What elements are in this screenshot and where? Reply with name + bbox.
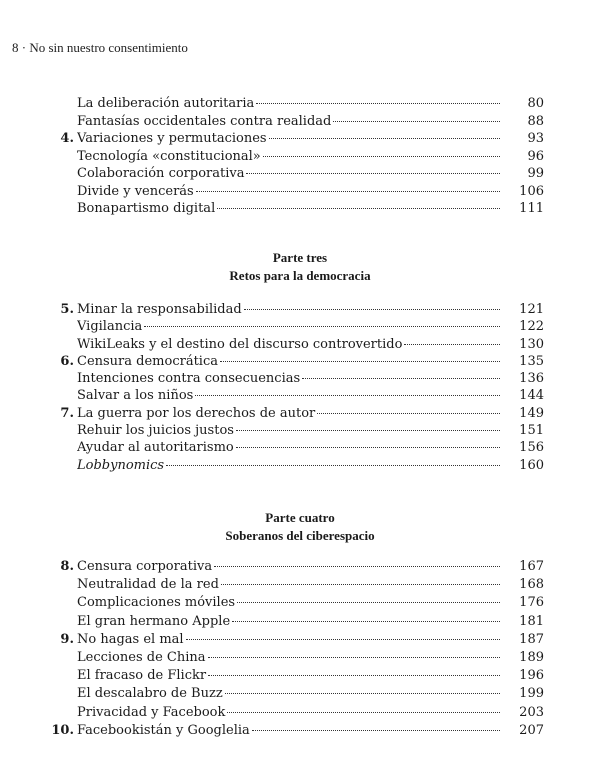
toc-section-continued — [0, 95, 600, 218]
page-number: 80 — [527, 96, 544, 111]
dot-leader — [221, 584, 500, 585]
page-number: 88 — [527, 113, 544, 129]
page-number: 111 — [519, 201, 544, 216]
page-number: 121 — [519, 302, 544, 317]
page-number: 176 — [519, 595, 544, 611]
dot-leader — [252, 730, 500, 731]
dot-leader — [244, 309, 500, 310]
entry-title-line — [77, 422, 500, 440]
entry-title: Lobbynomics — [77, 457, 165, 473]
dot-leader — [217, 208, 500, 209]
entry-title-line — [77, 301, 500, 319]
dot-leader — [214, 566, 500, 567]
toc-entry — [0, 318, 600, 335]
entry-title-line — [77, 558, 500, 576]
entry-title-line — [77, 370, 500, 388]
toc-entry — [0, 353, 600, 370]
dot-leader — [208, 675, 500, 676]
entry-title: Complicaciones móviles — [77, 595, 236, 611]
page-number: 144 — [519, 388, 544, 404]
entry-title-line — [77, 353, 500, 371]
dot-leader — [225, 693, 500, 694]
entry-title-line — [77, 113, 500, 131]
toc-entry — [0, 387, 600, 404]
entry-title: Minar la responsabilidad — [77, 302, 242, 317]
entry-title: Salvar a los niños — [77, 388, 194, 404]
page-number: 136 — [519, 371, 544, 387]
entry-title: No hagas el mal — [77, 631, 184, 647]
entry-title-line — [77, 318, 500, 336]
dot-leader — [236, 447, 500, 448]
toc-section-part-three — [0, 301, 600, 474]
entry-title-line — [77, 183, 500, 201]
page-number: 167 — [519, 559, 544, 574]
entry-title: El gran hermano Apple — [77, 613, 231, 629]
toc-entry — [0, 685, 600, 703]
page-number: 187 — [519, 631, 544, 647]
dot-leader — [302, 378, 500, 379]
dot-leader — [196, 191, 500, 192]
dot-leader — [269, 138, 500, 139]
toc-entry — [0, 370, 600, 387]
entry-title-line — [77, 667, 500, 685]
entry-title: Privacidad y Facebook — [77, 704, 226, 720]
toc-entry — [0, 457, 600, 474]
entry-title: Censura democrática — [77, 353, 218, 369]
page-number: 203 — [519, 704, 544, 720]
toc-entry — [0, 631, 600, 649]
entry-title: Tecnología «constitucional» — [77, 148, 261, 164]
entry-title-line — [77, 130, 500, 148]
page-number: 135 — [519, 353, 544, 369]
entry-title-line — [77, 336, 500, 354]
dot-leader — [227, 712, 500, 713]
toc-entry — [0, 613, 600, 631]
dot-leader — [317, 413, 500, 414]
entry-title-line — [77, 576, 500, 594]
toc-entry — [0, 183, 600, 201]
page-number: 207 — [519, 722, 544, 738]
entry-title-line — [77, 685, 500, 703]
entry-title: Facebookistán y Googlelia — [77, 722, 250, 738]
chapter-number: 9. — [60, 631, 74, 647]
dot-leader — [208, 657, 501, 658]
entry-title-line — [77, 165, 500, 183]
toc-entry — [0, 439, 600, 456]
page-number: 130 — [519, 336, 544, 352]
entry-title: Neutralidad de la red — [77, 577, 219, 593]
dot-leader — [186, 639, 500, 640]
page-number: 93 — [527, 131, 544, 146]
entry-title: Fantasías occidentales contra realidad — [77, 113, 332, 129]
entry-title: Ayudar al autoritarismo — [77, 440, 234, 456]
entry-title-line — [77, 722, 500, 740]
part-title: Retos para la democracia — [229, 268, 371, 283]
entry-title: Colaboración corporativa — [77, 166, 245, 181]
dot-leader — [144, 326, 500, 327]
toc-entry — [0, 704, 600, 722]
toc-entry — [0, 576, 600, 594]
part-label: Parte tres — [272, 250, 328, 265]
toc-entry — [0, 165, 600, 183]
dot-leader — [256, 103, 500, 104]
page-number: 151 — [519, 423, 544, 439]
chapter-number: 4. — [60, 131, 74, 146]
toc-entry — [0, 422, 600, 439]
page-number: 156 — [519, 440, 544, 456]
toc-entry — [0, 130, 600, 148]
entry-title: WikiLeaks y el destino del discurso controvertido — [77, 336, 403, 352]
dot-leader — [195, 395, 500, 396]
page-number: 99 — [527, 166, 544, 181]
toc-entry — [0, 301, 600, 318]
entry-title: Intenciones contra consecuencias — [77, 371, 301, 387]
page-number: 181 — [519, 613, 544, 629]
page-number: 196 — [519, 668, 544, 684]
chapter-number: 7. — [60, 405, 74, 421]
toc-section-part-four — [0, 558, 600, 740]
entry-title-line — [77, 387, 500, 405]
entry-title-line — [77, 95, 500, 113]
page-number: 160 — [519, 457, 544, 473]
toc-entry — [0, 336, 600, 353]
part-label: Parte cuatro — [265, 510, 335, 525]
page-number: 106 — [519, 183, 544, 199]
dot-leader — [236, 430, 500, 431]
entry-title: Bonapartismo digital — [77, 201, 216, 216]
toc-entry — [0, 594, 600, 612]
running-head: 8 · No sin nuestro consentimiento — [12, 40, 188, 55]
chapter-number: 10. — [51, 722, 74, 738]
toc-entry — [0, 667, 600, 685]
entry-title-line — [77, 613, 500, 631]
toc-entry — [0, 148, 600, 166]
entry-title: El fracaso de Flickr — [77, 668, 207, 684]
dot-leader — [166, 465, 500, 466]
entry-title: Vigilancia — [77, 319, 143, 335]
entry-title: Variaciones y permutaciones — [77, 131, 267, 146]
entry-title-line — [77, 704, 500, 722]
dot-leader — [232, 621, 500, 622]
entry-title: Lecciones de China — [77, 649, 206, 665]
entry-title: Rehuir los juicios justos — [77, 423, 234, 439]
entry-title-line — [77, 405, 500, 423]
entry-title-line — [77, 649, 500, 667]
dot-leader — [263, 156, 500, 157]
entry-title: La guerra por los derechos de autor — [77, 405, 316, 421]
page-number: 189 — [519, 649, 544, 665]
part-title: Soberanos del ciberespacio — [225, 528, 375, 543]
chapter-number: 6. — [60, 353, 74, 369]
dot-leader — [404, 344, 500, 345]
entry-title-line — [77, 631, 500, 649]
page-number: 96 — [527, 148, 544, 164]
dot-leader — [237, 602, 500, 603]
entry-title: El descalabro de Buzz — [77, 686, 223, 702]
page-number: 199 — [519, 686, 544, 702]
toc-entry — [0, 200, 600, 218]
entry-title-line — [77, 148, 500, 166]
page-number: 149 — [519, 405, 544, 421]
dot-leader — [220, 361, 500, 362]
entry-title-line — [77, 200, 500, 218]
page-number: 168 — [519, 577, 544, 593]
toc-entry — [0, 95, 600, 113]
entry-title: La deliberación autoritaria — [77, 96, 255, 111]
toc-entry — [0, 405, 600, 422]
toc-entry — [0, 649, 600, 667]
chapter-number: 8. — [60, 559, 74, 574]
toc-entry — [0, 113, 600, 131]
toc-entry — [0, 722, 600, 740]
entry-title-line — [77, 594, 500, 612]
entry-title-line — [77, 439, 500, 457]
page-number: 122 — [519, 319, 544, 335]
entry-title-line — [77, 457, 500, 475]
dot-leader — [246, 173, 500, 174]
entry-title: Divide y vencerás — [77, 183, 194, 199]
dot-leader — [333, 121, 500, 122]
entry-title: Censura corporativa — [77, 559, 213, 574]
toc-entry — [0, 558, 600, 576]
chapter-number: 5. — [60, 302, 74, 317]
